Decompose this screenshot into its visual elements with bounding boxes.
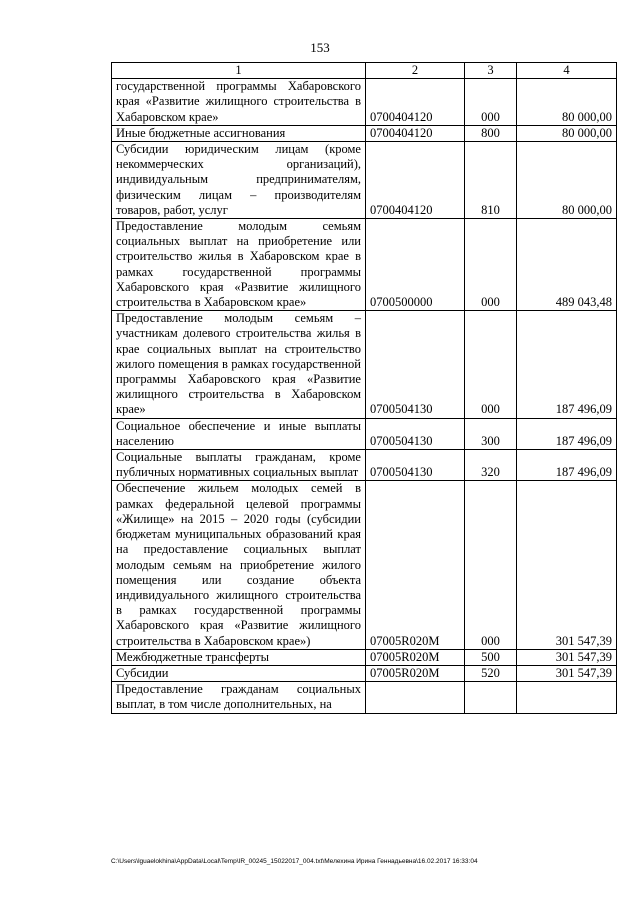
table-row bbox=[112, 79, 617, 126]
row-expense-type: 520 bbox=[465, 665, 517, 681]
row-code bbox=[366, 682, 465, 713]
row-code: 07005R020M bbox=[366, 665, 465, 681]
row-code: 0700504130 bbox=[366, 311, 465, 418]
row-name: государственной программы Хабаровского края «Развитие жилищного строительства в Хабаровском крае» bbox=[112, 79, 366, 126]
row-expense-type bbox=[465, 682, 517, 713]
footer-file-path: C:\Users\lguaelokhina\AppData\Local\Temp\IR_00245_15022017_004.txt\Мелехина Ирина Геннадьевна\16.02.2017 16:33:04 bbox=[111, 858, 478, 865]
column-header-3: 3 bbox=[465, 63, 517, 79]
row-name: Социальное обеспечение и иные выплаты населению bbox=[112, 418, 366, 449]
row-name: Межбюджетные трансферты bbox=[112, 649, 366, 665]
row-expense-type: 800 bbox=[465, 125, 517, 141]
row-amount: 301 547,39 bbox=[517, 649, 617, 665]
row-amount: 187 496,09 bbox=[517, 311, 617, 418]
row-amount: 301 547,39 bbox=[517, 481, 617, 649]
row-code: 0700500000 bbox=[366, 219, 465, 311]
table-row bbox=[112, 682, 617, 713]
table-row bbox=[112, 649, 617, 665]
row-expense-type: 000 bbox=[465, 311, 517, 418]
table-row bbox=[112, 665, 617, 681]
row-code: 0700404120 bbox=[366, 142, 465, 219]
row-code: 0700404120 bbox=[366, 79, 465, 126]
row-name: Предоставление молодым семьям – участникам долевого строительства жилья в крае социальных выплат на строительство жилого помещения в рамках государственной программы Хабаровского края «Развитие жилищного строительства в Хабаровском крае» bbox=[112, 311, 366, 418]
row-amount: 80 000,00 bbox=[517, 79, 617, 126]
row-amount: 80 000,00 bbox=[517, 125, 617, 141]
row-amount: 187 496,09 bbox=[517, 418, 617, 449]
table-row bbox=[112, 450, 617, 481]
row-amount: 187 496,09 bbox=[517, 450, 617, 481]
row-amount: 80 000,00 bbox=[517, 142, 617, 219]
row-amount: 489 043,48 bbox=[517, 219, 617, 311]
page-number: 153 bbox=[310, 40, 330, 55]
row-code: 0700504130 bbox=[366, 418, 465, 449]
row-name: Субсидии bbox=[112, 665, 366, 681]
row-code: 07005R020M bbox=[366, 481, 465, 649]
row-code: 0700404120 bbox=[366, 125, 465, 141]
table-row bbox=[112, 142, 617, 219]
column-header-2: 2 bbox=[366, 63, 465, 79]
table-row bbox=[112, 125, 617, 141]
row-expense-type: 320 bbox=[465, 450, 517, 481]
row-name: Социальные выплаты гражданам, кроме публичных нормативных социальных выплат bbox=[112, 450, 366, 481]
table-header-row bbox=[112, 63, 617, 79]
row-expense-type: 000 bbox=[465, 481, 517, 649]
column-header-4: 4 bbox=[517, 63, 617, 79]
row-code: 07005R020M bbox=[366, 649, 465, 665]
row-name: Обеспечение жильем молодых семей в рамках федеральной целевой программы «Жилище» на 2015 – 2020 годы (субсидии бюджетам муниципальных образований края на предоставление социальных выплат молодым семьям на приобретение жилого помещения или создание объекта индивидуального жилищного строительства в рамках государственной программы Хабаровского края «Развитие жилищного строительства в Хабаровском крае») bbox=[112, 481, 366, 649]
table-row bbox=[112, 219, 617, 311]
row-expense-type: 000 bbox=[465, 79, 517, 126]
row-expense-type: 000 bbox=[465, 219, 517, 311]
row-name: Предоставление молодым семьям социальных выплат на приобретение или строительство жилья в Хабаровском крае в рамках государственной программы Хабаровского края «Развитие жилищного строительства в Хабаровском крае» bbox=[112, 219, 366, 311]
row-name: Предоставление гражданам социальных выплат, в том числе дополнительных, на bbox=[112, 682, 366, 713]
row-expense-type: 300 bbox=[465, 418, 517, 449]
budget-table bbox=[111, 62, 617, 714]
row-name: Иные бюджетные ассигнования bbox=[112, 125, 366, 141]
table-row bbox=[112, 481, 617, 649]
row-name: Субсидии юридическим лицам (кроме некоммерческих организаций), индивидуальным предпринимателям, физическим лицам – производителям товаров, работ, услуг bbox=[112, 142, 366, 219]
row-code: 0700504130 bbox=[366, 450, 465, 481]
column-header-1: 1 bbox=[112, 63, 366, 79]
row-expense-type: 810 bbox=[465, 142, 517, 219]
row-expense-type: 500 bbox=[465, 649, 517, 665]
table-row bbox=[112, 418, 617, 449]
table-row bbox=[112, 311, 617, 418]
row-amount bbox=[517, 682, 617, 713]
row-amount: 301 547,39 bbox=[517, 665, 617, 681]
